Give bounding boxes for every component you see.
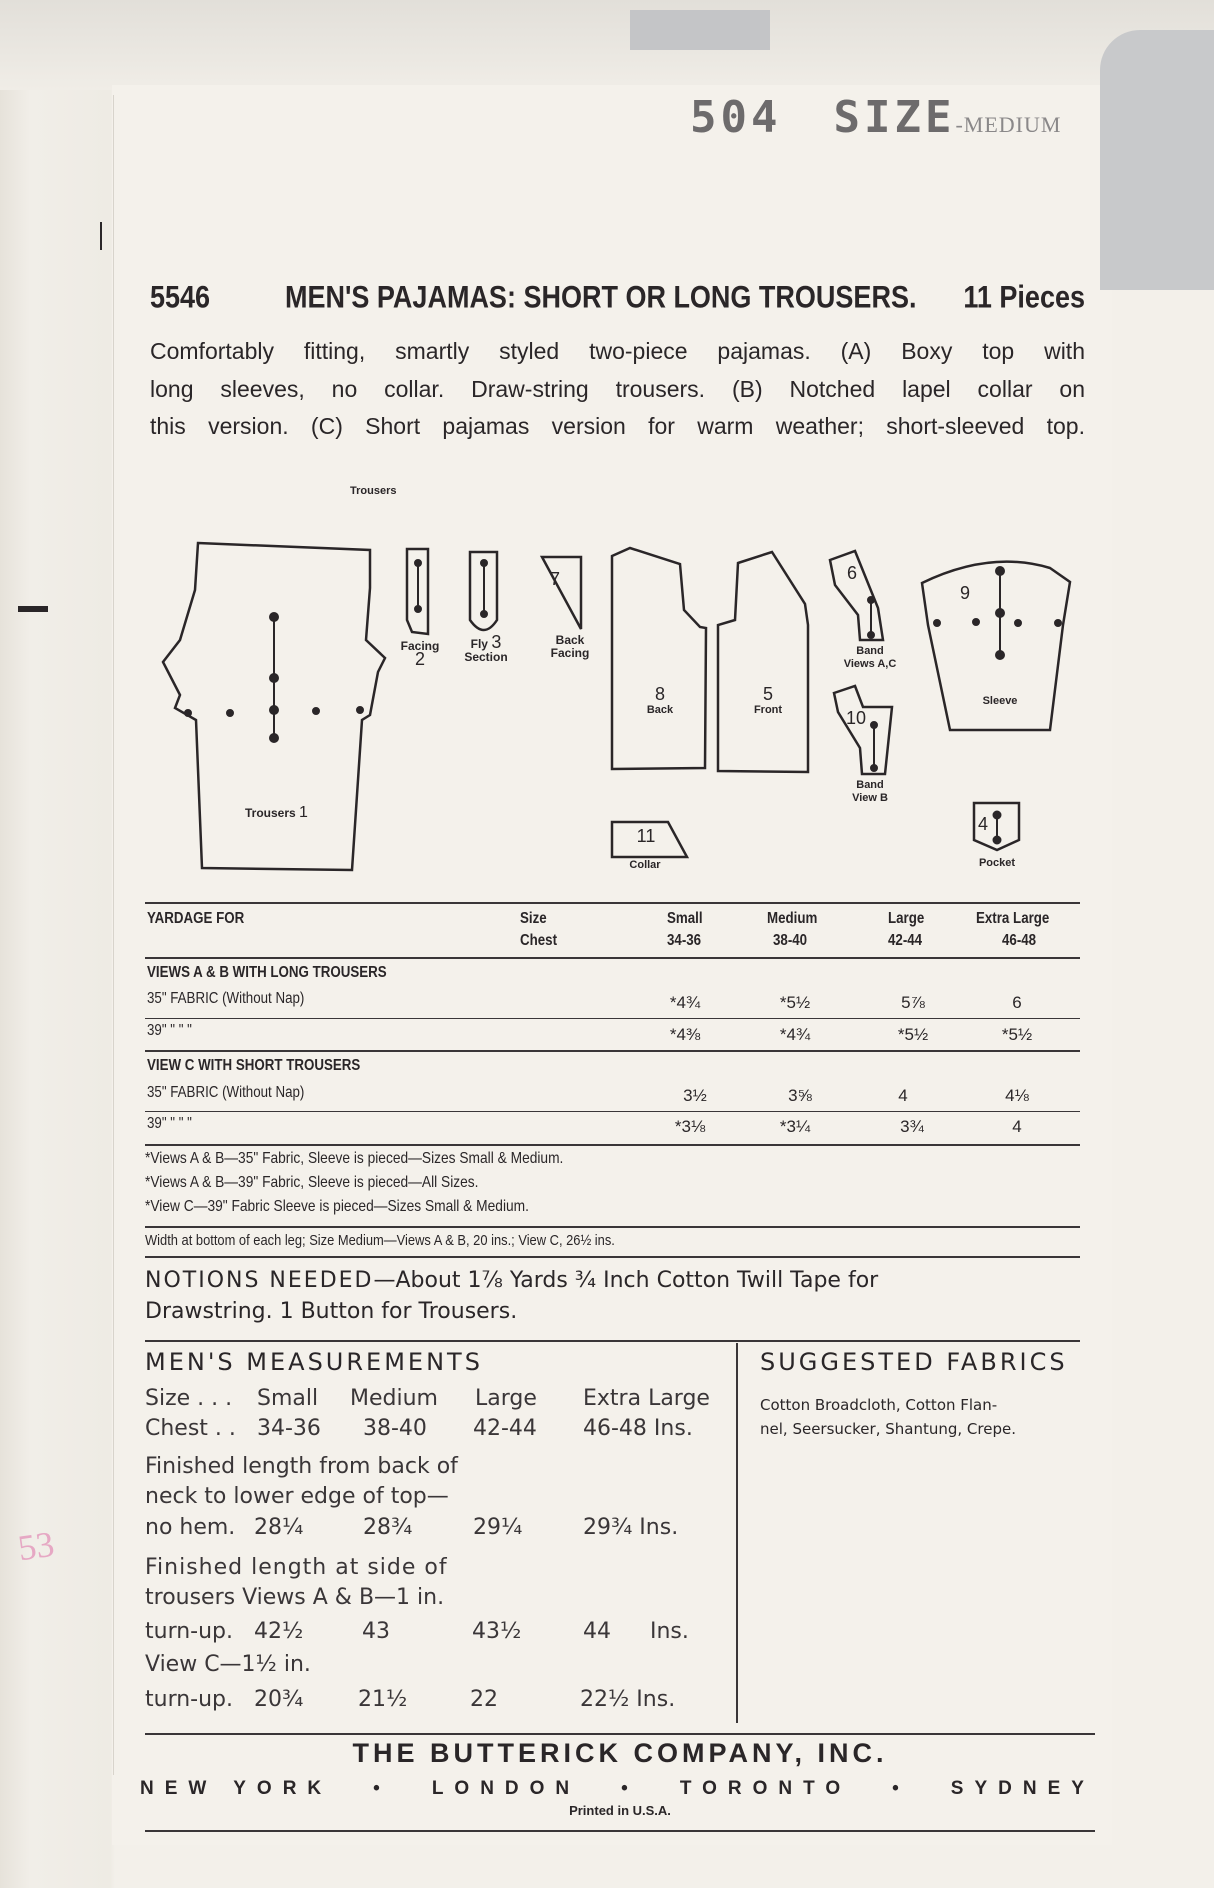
sleeve-label: Sleeve — [982, 695, 1018, 707]
size-value: Large — [475, 1386, 537, 1411]
pattern-title: MEN'S PAJAMAS: SHORT OR LONG TROUSERS. — [285, 280, 917, 315]
trouser-ab-value: 43 — [362, 1619, 390, 1644]
footnote: *View C—39" Fabric Sleeve is pieced—Sizes Small & Medium. — [145, 1198, 529, 1215]
piece-count: 11 Pieces — [963, 280, 1085, 315]
fly-section-label: Fly 3 Section — [464, 632, 508, 664]
size-stamp — [690, 92, 1061, 143]
divider — [145, 1830, 1095, 1832]
col-size-xlarge: Extra Large — [976, 910, 1050, 927]
yardage-cell: *3⅛ — [674, 1117, 706, 1136]
divider — [145, 1226, 1080, 1228]
description-line: this version. (C) Short pajamas version for warm weather; short-sleeved top. — [150, 413, 1085, 439]
separator: • — [892, 1778, 910, 1799]
notions-text: —About 1⅞ Yards ¾ Inch Cotton Twill Tape for — [373, 1268, 879, 1293]
yardage-cell: *4¾ — [779, 1025, 811, 1044]
trouser-ab-label: turn-up. — [145, 1619, 234, 1644]
notions-text: Drawstring. 1 Button for Trousers. — [145, 1299, 518, 1324]
section-title: VIEWS A & B WITH LONG TROUSERS — [147, 964, 387, 981]
back-facing-label: Back Facing — [550, 633, 590, 660]
row-label: 39" " " " — [147, 1022, 192, 1039]
yardage-cell: *4¾ — [669, 993, 701, 1012]
trouser-c-value: 22½ Ins. — [580, 1687, 676, 1712]
notions-needed — [145, 1265, 1080, 1327]
city: NEW YORK — [140, 1778, 333, 1799]
trouser-ab-value: 42½ — [254, 1619, 304, 1644]
yardage-cell: 4 — [1012, 1117, 1022, 1136]
chest-value: 34-36 — [257, 1416, 321, 1441]
city: LONDON — [431, 1778, 581, 1799]
chest-value: 46-48 Ins. — [583, 1416, 693, 1441]
envelope-flap — [0, 0, 1214, 90]
divider — [145, 1018, 1080, 1019]
pattern-code: 504 — [690, 92, 782, 143]
divider — [145, 1733, 1095, 1735]
company-cities — [140, 1778, 1095, 1800]
divider — [145, 1050, 1080, 1052]
col-size-large: Large — [888, 910, 925, 927]
row-label: 35" FABRIC (Without Nap) — [147, 990, 305, 1007]
trouser-c-label: turn-up. — [145, 1687, 234, 1712]
pocket-label: Pocket — [978, 857, 1016, 869]
chest-row-label: Chest . . — [145, 1416, 236, 1441]
pattern-title-row — [150, 280, 1085, 316]
margin-tick — [18, 606, 48, 612]
trousers-piece-label: Trousers 1 — [245, 804, 308, 821]
yardage-cell: *5½ — [779, 993, 811, 1012]
size-header: Size — [520, 910, 547, 927]
width-note: Width at bottom of each leg; Size Medium—Views A & B, 20 ins.; View C, 26½ ins. — [145, 1232, 615, 1249]
yardage-title: YARDAGE FOR — [147, 910, 245, 927]
separator: • — [373, 1778, 391, 1799]
divider — [145, 957, 1080, 959]
company-name: THE BUTTERICK COMPANY, INC. — [352, 1738, 888, 1768]
size-value: Medium — [350, 1386, 438, 1411]
fabrics-line: Cotton Broadcloth, Cotton Flan- — [760, 1396, 998, 1414]
flap-tab — [630, 10, 770, 50]
col-chest-medium: 38-40 — [773, 932, 808, 949]
footnote: *Views A & B—39" Fabric, Sleeve is pieced—All Sizes. — [145, 1174, 479, 1191]
chest-value: 38-40 — [363, 1416, 427, 1441]
collar-label: Collar — [629, 859, 661, 871]
col-chest-large: 42-44 — [888, 932, 923, 949]
trouser-ab-value: 43½ — [472, 1619, 522, 1644]
divider — [145, 1144, 1080, 1146]
top-length-desc: Finished length from back of — [145, 1454, 458, 1479]
band-b-label: Band View B — [852, 779, 888, 804]
printed-in: Printed in U.S.A. — [569, 1803, 671, 1818]
top-length-value: 29¼ — [473, 1515, 523, 1540]
sleeve-number: 9 — [959, 583, 970, 603]
col-chest-small: 34-36 — [667, 932, 702, 949]
size-value: -MEDIUM — [955, 112, 1062, 137]
chest-header: Chest — [520, 932, 558, 949]
description-line: Comfortably fitting, smartly styled two-piece pajamas. (A) Boxy top with — [150, 338, 1085, 364]
col-size-small: Small — [667, 910, 703, 927]
divider — [145, 1256, 1080, 1258]
trousers-group-label: Trousers — [350, 485, 397, 497]
trouser-c-value: 20¾ — [254, 1687, 304, 1712]
pocket-number: 4 — [977, 814, 988, 834]
margin-tick — [100, 222, 102, 250]
band-b-number: 10 — [845, 708, 867, 728]
facing-label: Facing 2 — [400, 639, 440, 669]
trouser-ab-desc: trousers Views A & B—1 in. — [145, 1585, 445, 1610]
fabrics-line: nel, Seersucker, Shantung, Crepe. — [760, 1420, 1016, 1438]
trouser-ab-value: 44 — [583, 1619, 611, 1644]
left-fold-strip — [18, 95, 114, 1775]
back-label: 8 Back — [646, 684, 674, 716]
col-chest-xlarge: 46-48 — [1002, 932, 1037, 949]
gray-side-strip — [1100, 30, 1214, 290]
column-divider — [736, 1343, 738, 1723]
pattern-pieces-diagram — [150, 470, 1100, 890]
description-line: long sleeves, no collar. Draw-string trousers. (B) Notched lapel collar on — [150, 375, 1085, 402]
city: SYDNEY — [950, 1778, 1095, 1799]
size-value: Extra Large — [583, 1386, 710, 1411]
band-ac-label: Band Views A,C — [843, 645, 897, 670]
row-label: 39" " " " — [147, 1115, 192, 1132]
band-ac-number: 6 — [846, 563, 857, 583]
top-length-desc: neck to lower edge of top— — [145, 1484, 449, 1509]
top-length-label: no hem. — [145, 1515, 236, 1540]
top-length-value: 28¼ — [254, 1515, 304, 1540]
trouser-c-desc: View C—1½ in. — [145, 1652, 311, 1677]
trouser-c-value: 21½ — [358, 1687, 408, 1712]
yardage-cell: 4 — [898, 1086, 908, 1105]
pattern-number: 5546 — [150, 280, 211, 315]
trouser-ab-desc: Finished length at side of — [145, 1555, 448, 1580]
front-label: 5 Front — [753, 684, 783, 716]
row-label: 35" FABRIC (Without Nap) — [147, 1084, 305, 1101]
yardage-cell: 3¾ — [900, 1117, 924, 1136]
top-length-value: 29¾ Ins. — [583, 1515, 679, 1540]
trouser-c-value: 22 — [470, 1687, 498, 1712]
size-row-label: Size . . . — [145, 1386, 233, 1411]
yardage-cell: *5½ — [897, 1025, 929, 1044]
yardage-cell: *4⅜ — [669, 1025, 701, 1044]
size-label: SIZE — [833, 92, 956, 143]
fabrics-heading: SUGGESTED FABRICS — [760, 1348, 1068, 1376]
fabrics-list — [760, 1393, 1090, 1441]
yardage-cell: 3½ — [683, 1086, 707, 1105]
back-facing-number: 7 — [549, 569, 560, 589]
section-title: VIEW C WITH SHORT TROUSERS — [147, 1057, 361, 1074]
yardage-cell: *5½ — [1001, 1025, 1033, 1044]
yardage-cell: *3¼ — [779, 1117, 811, 1136]
yardage-cell: 3⅝ — [788, 1086, 812, 1105]
footnote: *Views A & B—35" Fabric, Sleeve is pieced—Sizes Small & Medium. — [145, 1150, 564, 1167]
chest-value: 42-44 — [473, 1416, 537, 1441]
yardage-cell: 5⅞ — [901, 993, 925, 1012]
pattern-description — [150, 333, 1085, 446]
trouser-ab-unit: Ins. — [650, 1619, 689, 1644]
measurements-heading: MEN'S MEASUREMENTS — [145, 1348, 483, 1376]
yardage-cell: 6 — [1012, 993, 1022, 1012]
city: TORONTO — [679, 1778, 852, 1799]
size-value: Small — [257, 1386, 319, 1411]
divider — [145, 902, 1080, 904]
yardage-cell: 4⅛ — [1005, 1086, 1029, 1105]
notions-heading: NOTIONS NEEDED — [145, 1268, 374, 1293]
divider — [145, 1111, 1080, 1112]
col-size-medium: Medium — [767, 910, 818, 927]
separator: • — [621, 1778, 639, 1799]
top-length-value: 28¾ — [363, 1515, 413, 1540]
divider — [145, 1340, 1080, 1342]
handwritten-mark: 53 — [15, 1523, 57, 1569]
collar-number: 11 — [636, 826, 656, 846]
